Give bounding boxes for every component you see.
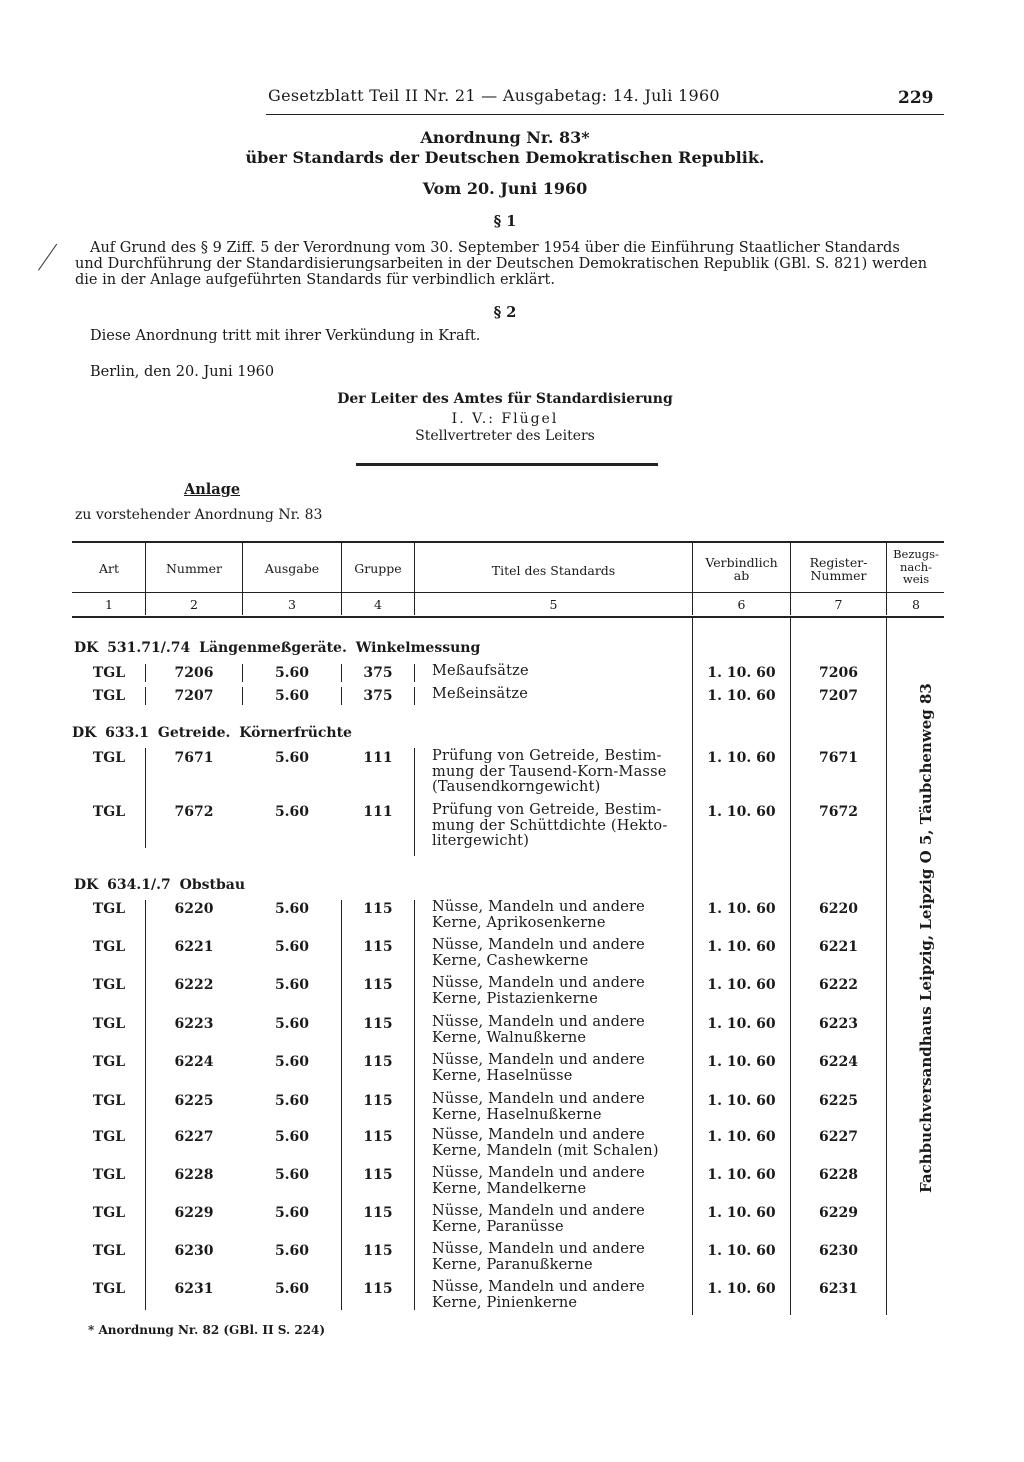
- row-separator: [414, 687, 415, 705]
- header-titel: Titel des Standards: [491, 563, 616, 578]
- cell-reg: 6224: [819, 1054, 858, 1070]
- col-number-2: 2: [190, 597, 198, 612]
- section-1-line-3: die in der Anlage aufgeführten Standards für verbindlich erklärt.: [75, 272, 555, 288]
- title-line: Kerne, Walnußkerne: [432, 1029, 587, 1046]
- cell-art: TGL: [92, 1205, 126, 1221]
- cell-titel: [432, 1204, 682, 1235]
- cell-ausgabe: 5.60: [274, 1205, 310, 1221]
- cell-gruppe: 115: [363, 1281, 393, 1297]
- anlage-subtitle: zu vorstehender Anordnung Nr. 83: [75, 507, 323, 523]
- cell-ab: 1. 10. 60: [707, 1016, 776, 1032]
- cell-gruppe: 115: [363, 1129, 393, 1145]
- col-number-1: 1: [105, 597, 113, 612]
- header-art: Art: [98, 561, 120, 576]
- cell-titel: [432, 938, 682, 969]
- cell-gruppe: 115: [363, 1093, 393, 1109]
- cell-ab: 1. 10. 60: [707, 804, 776, 820]
- cell-gruppe: 115: [363, 1016, 393, 1032]
- row-separator: [414, 664, 415, 682]
- col-number-3: 3: [288, 597, 296, 612]
- cell-reg: 6222: [819, 977, 858, 993]
- cell-reg: 7206: [819, 665, 858, 681]
- cell-gruppe: 115: [363, 1243, 393, 1259]
- cell-titel: [432, 687, 682, 703]
- title-line: Kerne, Pistazienkerne: [432, 990, 599, 1007]
- cell-art: TGL: [92, 1243, 126, 1259]
- cell-gruppe: 115: [363, 901, 393, 917]
- cell-nummer: 7206: [174, 665, 214, 681]
- signature-name: I. V.: Flügel: [451, 411, 559, 427]
- group-label-dk-633: DK 633.1 Getreide. Körnerfrüchte: [72, 725, 352, 741]
- cell-art: TGL: [92, 804, 126, 820]
- header-nummer: Nummer: [165, 561, 223, 576]
- cell-ausgabe: 5.60: [274, 1129, 310, 1145]
- section-1-heading: § 1: [493, 213, 517, 230]
- title-line: Kerne, Haselnußkerne: [432, 1106, 602, 1123]
- cell-ausgabe: 5.60: [274, 1281, 310, 1297]
- cell-art: TGL: [92, 1281, 126, 1297]
- decree-date: Vom 20. Juni 1960: [422, 179, 588, 198]
- cell-ab: 1. 10. 60: [707, 977, 776, 993]
- cell-ausgabe: 5.60: [274, 688, 310, 704]
- cell-ab: 1. 10. 60: [707, 1243, 776, 1259]
- cell-ab: 1. 10. 60: [707, 939, 776, 955]
- cell-nummer: 6229: [174, 1205, 214, 1221]
- cell-nummer: 6228: [174, 1167, 214, 1183]
- cell-gruppe: 115: [363, 1205, 393, 1221]
- cell-reg: 6220: [819, 901, 858, 917]
- cell-titel: [432, 749, 682, 796]
- title-line: mung der Schüttdichte (Hekto-: [432, 817, 668, 834]
- cell-nummer: 6231: [174, 1281, 214, 1297]
- title-line: Nüsse, Mandeln und andere: [432, 1165, 645, 1181]
- cell-nummer: 6220: [174, 901, 214, 917]
- cell-titel: [432, 803, 682, 850]
- cell-ausgabe: 5.60: [274, 1243, 310, 1259]
- header-title: Gesetzblatt Teil II Nr. 21 — Ausgabetag: 14. Juli 1960: [268, 86, 720, 105]
- cell-nummer: 7671: [174, 750, 214, 766]
- cell-reg: 6231: [819, 1281, 858, 1297]
- cell-art: TGL: [92, 1167, 126, 1183]
- cell-ausgabe: 5.60: [274, 977, 310, 993]
- cell-reg: 6223: [819, 1016, 858, 1032]
- col-number-4: 4: [374, 597, 382, 612]
- title-line: Nüsse, Mandeln und andere: [432, 1052, 645, 1068]
- title-line: litergewicht): [432, 833, 530, 849]
- cell-reg: 7671: [819, 750, 858, 766]
- cell-ab: 1. 10. 60: [707, 688, 776, 704]
- cell-ab: 1. 10. 60: [707, 1205, 776, 1221]
- cell-reg: 6225: [819, 1093, 858, 1109]
- title-line: Nüsse, Mandeln und andere: [432, 975, 645, 991]
- cell-art: TGL: [92, 901, 126, 917]
- cell-ausgabe: 5.60: [274, 1054, 310, 1070]
- title-line: Kerne, Pinienkerne: [432, 1294, 578, 1311]
- cell-reg: 6230: [819, 1243, 858, 1259]
- title-line: Nüsse, Mandeln und andere: [432, 1241, 645, 1257]
- signature-role: Stellvertreter des Leiters: [415, 428, 595, 444]
- cell-titel: [432, 1092, 682, 1123]
- cell-nummer: 7672: [174, 804, 214, 820]
- cell-titel: [432, 1242, 682, 1273]
- cell-nummer: 6222: [174, 977, 214, 993]
- title-line: Kerne, Haselnüsse: [432, 1067, 573, 1084]
- cell-art: TGL: [92, 665, 126, 681]
- cell-art: TGL: [92, 688, 126, 704]
- col-number-8: 8: [912, 597, 920, 612]
- cell-ab: 1. 10. 60: [707, 750, 776, 766]
- cell-ausgabe: 5.60: [274, 1167, 310, 1183]
- section-2-heading: § 2: [493, 304, 517, 321]
- section-1-line-1: Auf Grund des § 9 Ziff. 5 der Verordnung vom 30. September 1954 über die Einführung Staatlicher Standards: [90, 240, 900, 256]
- group-label-dk-634: DK 634.1/.7 Obstbau: [74, 877, 245, 893]
- cell-art: TGL: [92, 1054, 126, 1070]
- section-2-text: Diese Anordnung tritt mit ihrer Verkündung in Kraft.: [90, 328, 481, 344]
- section-1-line-2: und Durchführung der Standardisierungsarbeiten in der Deutschen Demokratischen Republik (GBl. S. 821) werden: [75, 256, 928, 272]
- title-line: Nüsse, Mandeln und andere: [432, 899, 645, 915]
- cell-titel: [432, 1166, 682, 1197]
- cell-ausgabe: 5.60: [274, 750, 310, 766]
- title-line: Meßaufsätze: [432, 663, 529, 679]
- signature-office: Der Leiter des Amtes für Standardisierung: [337, 391, 673, 407]
- cell-titel: [432, 1015, 682, 1046]
- title-line: Nüsse, Mandeln und andere: [432, 1014, 645, 1030]
- cell-nummer: 6225: [174, 1093, 214, 1109]
- cell-reg: 6221: [819, 939, 858, 955]
- cell-ab: 1. 10. 60: [707, 665, 776, 681]
- cell-ab: 1. 10. 60: [707, 1167, 776, 1183]
- decree-title: Anordnung Nr. 83*: [420, 128, 590, 147]
- cell-gruppe: 111: [363, 750, 393, 766]
- cell-reg: 6228: [819, 1167, 858, 1183]
- title-line: Prüfung von Getreide, Bestim-: [432, 802, 662, 818]
- cell-nummer: 7207: [174, 688, 214, 704]
- header-gruppe: Gruppe: [354, 561, 402, 576]
- header-verbindlich: Verbindlich ab: [705, 555, 778, 583]
- table-number-rule: [72, 616, 944, 618]
- cell-ab: 1. 10. 60: [707, 1281, 776, 1297]
- title-line: Meßeinsätze: [432, 686, 529, 702]
- cell-ausgabe: 5.60: [274, 1093, 310, 1109]
- cell-art: TGL: [92, 750, 126, 766]
- header-register-nummer: Register- Nummer: [809, 555, 868, 583]
- cell-ausgabe: 5.60: [274, 901, 310, 917]
- margin-mark: [38, 244, 57, 271]
- cell-titel: [432, 1280, 682, 1311]
- cell-ausgabe: 5.60: [274, 804, 310, 820]
- title-line: Kerne, Cashewkerne: [432, 952, 589, 969]
- cell-nummer: 6224: [174, 1054, 214, 1070]
- title-line: Nüsse, Mandeln und andere: [432, 1127, 645, 1143]
- cell-titel: [432, 900, 682, 931]
- cell-nummer: 6227: [174, 1129, 214, 1145]
- row-separator: [414, 900, 415, 1310]
- title-line: Nüsse, Mandeln und andere: [432, 1203, 645, 1219]
- cell-nummer: 6230: [174, 1243, 214, 1259]
- table-header-rule: [72, 592, 944, 593]
- cell-ab: 1. 10. 60: [707, 1093, 776, 1109]
- page-number: 229: [898, 88, 934, 108]
- title-line: Kerne, Paranüsse: [432, 1218, 564, 1235]
- title-line: Kerne, Aprikosenkerne: [432, 914, 606, 931]
- header-bezugsnachweis: Bezugs- nach- weis: [893, 547, 939, 586]
- cell-reg: 6229: [819, 1205, 858, 1221]
- cell-ab: 1. 10. 60: [707, 901, 776, 917]
- header-ausgabe: Ausgabe: [264, 561, 320, 576]
- title-line: mung der Tausend-Korn-Masse: [432, 763, 667, 780]
- cell-ab: 1. 10. 60: [707, 1129, 776, 1145]
- cell-titel: [432, 976, 682, 1007]
- cell-art: TGL: [92, 1129, 126, 1145]
- anlage-title: Anlage: [184, 481, 241, 498]
- cell-art: TGL: [92, 1093, 126, 1109]
- col-number-6: 6: [737, 597, 746, 612]
- title-line: Kerne, Mandelkerne: [432, 1180, 587, 1197]
- cell-titel: [432, 664, 682, 680]
- cell-art: TGL: [92, 1016, 126, 1032]
- cell-ausgabe: 5.60: [274, 665, 310, 681]
- cell-reg: 7207: [819, 688, 858, 704]
- section-divider: [356, 463, 658, 466]
- publisher-side-note: Fachbuchversandhaus Leipzig, Leipzig O 5, Täubchenweg 83: [917, 683, 935, 1193]
- title-line: Nüsse, Mandeln und andere: [432, 1279, 645, 1295]
- footnote: * Anordnung Nr. 82 (GBl. II S. 224): [88, 1323, 326, 1337]
- table-top-rule: [72, 541, 944, 543]
- cell-gruppe: 115: [363, 1054, 393, 1070]
- cell-gruppe: 115: [363, 977, 393, 993]
- cell-reg: 7672: [819, 804, 858, 820]
- cell-ausgabe: 5.60: [274, 1016, 310, 1032]
- col-number-5: 5: [549, 597, 558, 612]
- col-separator: [886, 617, 887, 1315]
- col-number-7: 7: [834, 597, 843, 612]
- group-label-dk-531: DK 531.71/.74 Längenmeßgeräte. Winkelmessung: [74, 640, 481, 656]
- cell-reg: 6227: [819, 1129, 858, 1145]
- cell-gruppe: 111: [363, 804, 393, 820]
- cell-gruppe: 115: [363, 939, 393, 955]
- title-line: Kerne, Mandeln (mit Schalen): [432, 1142, 659, 1159]
- title-line: Kerne, Paranußkerne: [432, 1256, 593, 1273]
- cell-ab: 1. 10. 60: [707, 1054, 776, 1070]
- decree-subtitle: über Standards der Deutschen Demokratischen Republik.: [245, 148, 765, 167]
- title-line: Nüsse, Mandeln und andere: [432, 937, 645, 953]
- cell-art: TGL: [92, 977, 126, 993]
- cell-gruppe: 375: [363, 665, 393, 681]
- cell-gruppe: 115: [363, 1167, 393, 1183]
- place-date: Berlin, den 20. Juni 1960: [90, 364, 275, 380]
- title-line: Nüsse, Mandeln und andere: [432, 1091, 645, 1107]
- cell-titel: [432, 1128, 682, 1159]
- cell-titel: [432, 1053, 682, 1084]
- row-separator: [414, 748, 415, 856]
- cell-gruppe: 375: [363, 688, 393, 704]
- cell-art: TGL: [92, 939, 126, 955]
- cell-ausgabe: 5.60: [274, 939, 310, 955]
- cell-nummer: 6221: [174, 939, 214, 955]
- title-line: (Tausendkorngewicht): [432, 779, 601, 795]
- cell-nummer: 6223: [174, 1016, 214, 1032]
- title-line: Prüfung von Getreide, Bestim-: [432, 748, 662, 764]
- header-rule: [266, 114, 944, 115]
